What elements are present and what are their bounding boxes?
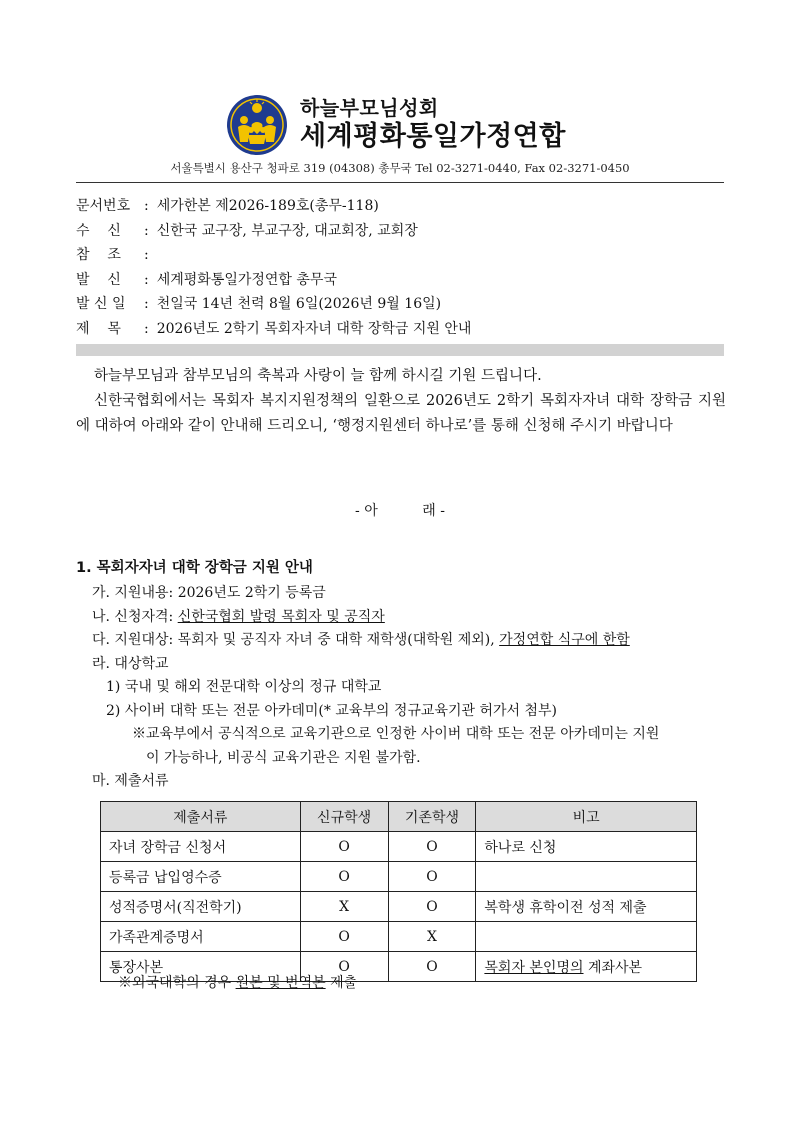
meta-value: 세가한본 제2026-189호(총무-118) [156,198,379,214]
table-header-cell: 제출서류 [101,802,301,832]
item-prefix: 나. 신청자격: [92,608,178,625]
meta-label: 발 신 일 [76,296,126,312]
item-prefix: 가. 지원내용: [92,585,178,601]
meta-label: 발 신 [76,271,121,288]
table-cell-note [476,862,697,892]
table-row [101,862,697,892]
org-address: 서울특별시 용산구 청파로 319 (04308) 총무국 Tel 02-3271-0440, Fax 02-3271-0450 [170,161,630,175]
item-prefix: 다. 지원대상: 목회자 및 공직자 자녀 중 대학 재학생(대학원 제외), [92,632,500,648]
table-cell-note [476,952,697,982]
meta-value: 2026년도 2학기 목회자자녀 대학 장학금 지원 안내 [156,320,472,337]
table-cell-new: X [300,892,388,922]
footnote-prefix: ※외국대학의 경우 [118,975,236,991]
table-cell-existing: O [388,832,476,862]
table-row [101,922,697,952]
table-cell-new: O [300,922,388,952]
org-name-line2: 세계평화통일가정연합 [300,121,566,152]
table-header-cell: 기존학생 [388,802,476,832]
item-ra-note-line2: 이 가능하나, 비공식 교육기관은 지원 불가함. [146,749,421,766]
item-ra-note-line1: ※교육부에서 공식적으로 교육기관으로 인정한 사이버 대학 또는 전문 아카데미는 지원 [132,726,660,742]
subject-divider-bar [76,344,724,356]
greeting-paragraph: 하늘부모님과 참부모님의 축복과 사랑이 늘 함께 하시길 기원 드립니다. [94,368,542,384]
table-cell-note: 복학생 휴학이전 성적 제출 [476,892,697,922]
note-rest: 계좌사본 [583,959,643,976]
item-ra-2: 2) 사이버 대학 또는 전문 아카데미(* 교육부의 정규교육기관 허가서 첨부) [106,702,558,719]
meta-label: 수 신 [76,222,121,239]
table-cell-new: O [300,952,388,982]
footnote [118,972,357,992]
item-na [76,606,736,630]
meta-row-reference: 참 조 : [76,243,724,268]
table-row [101,832,697,862]
footnote-suffix: 제출 [325,975,358,991]
meta-value: 신한국 교구장, 부교구장, 대교회장, 교회장 [156,222,418,239]
meta-label: 문서번호 [76,198,131,214]
section-title: 1. 목회자자녀 대학 장학금 지원 안내 [76,560,313,576]
item-ra: 라. 대상학교 [92,655,169,672]
documents-table [100,801,697,982]
body-text [76,364,726,439]
meta-row-recipient: 수 신 : 신한국 교구장, 부교구장, 대교회장, 교회장 [76,219,724,244]
document-meta [76,194,724,341]
table-cell-note: 하나로 신청 [476,832,697,862]
arae-heading: - 아 래 - [355,503,445,519]
table-cell-new: O [300,832,388,862]
section-items [76,582,736,794]
meta-row-subject: 제 목 : 2026년도 2학기 목회자자녀 대학 장학금 지원 안내 [76,317,724,342]
item-da [76,629,736,653]
item-ma: 마. 제출서류 [92,773,169,789]
table-header-row [101,802,697,832]
intro-paragraph: 신한국협회에서는 목회자 복지지원정책의 일환으로 2026년도 2학기 목회자자녀 대학 장학금 지원에 대하여 아래와 같이 안내해 드리오니, ‘행정지원센터 하나로’를 통해 신청해 주시기 바랍니다 [76,393,726,434]
item-value-underlined: 신한국협회 발령 목회자 및 공직자 [177,608,385,625]
footnote-underlined: 원본 및 번역본 [235,975,326,991]
meta-row-doc-number: 문서번호 : 세가한본 제2026-189호(총무-118) [76,194,724,219]
table-cell-existing: O [388,862,476,892]
table-cell-doc: 가족관계증명서 [101,922,301,952]
meta-value: 세계평화통일가정연합 총무국 [156,271,337,288]
table-cell-existing: O [388,892,476,922]
table-cell-note [476,922,697,952]
table-header-cell: 신규학생 [300,802,388,832]
table-cell-doc: 성적증명서(직전학기) [101,892,301,922]
table-cell-doc: 통장사본 [101,952,301,982]
item-ra-1: 1) 국내 및 해외 전문대학 이상의 정규 대학교 [106,679,382,695]
note-underlined: 목회자 본인명의 [484,959,584,976]
meta-label: 제 목 [76,320,121,337]
org-name-line1: 하늘부모님성회 [300,96,439,120]
table-cell-existing: O [388,952,476,982]
item-value-underlined: 가정연합 식구에 한함 [499,632,630,648]
table-cell-existing: X [388,922,476,952]
meta-row-sender: 발 신 : 세계평화통일가정연합 총무국 [76,268,724,293]
family-federation-emblem-icon [226,94,288,156]
header-divider [76,182,724,183]
item-value: 2026년도 2학기 등록금 [177,585,326,601]
table-cell-new: O [300,862,388,892]
meta-label: 참 조 [76,247,121,263]
table-header-cell: 비고 [476,802,697,832]
item-ga [76,582,736,606]
table-row [101,892,697,922]
meta-row-date: 발 신 일 : 천일국 14년 천력 8월 6일(2026년 9월 16일) [76,292,724,317]
meta-value: 천일국 14년 천력 8월 6일(2026년 9월 16일) [156,296,442,312]
table-cell-doc: 자녀 장학금 신청서 [101,832,301,862]
table-cell-doc: 등록금 납입영수증 [101,862,301,892]
